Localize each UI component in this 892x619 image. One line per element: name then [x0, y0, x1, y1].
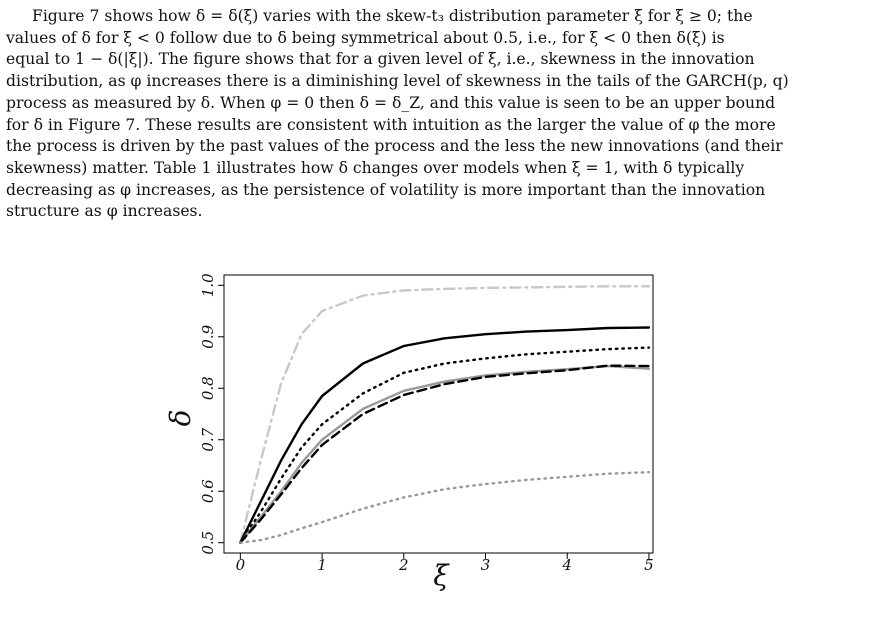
y-tick-label: 0.7	[199, 427, 217, 452]
x-tick-label: 1	[317, 556, 327, 574]
y-axis-label: δ	[164, 409, 197, 427]
series-line	[240, 366, 649, 543]
paragraph-line: structure as φ increases.	[6, 202, 203, 221]
paragraph-line: decreasing as φ increases, as the persistence of volatility is more important than the innovation	[6, 180, 766, 199]
paragraph-line: the process is driven by the past values of the process and the less the new innovations (and their	[6, 137, 783, 156]
y-tick-label: 1.0	[199, 273, 217, 298]
y-tick-label: 0.9	[199, 324, 217, 349]
series-line	[240, 328, 649, 543]
x-tick-label: 5	[644, 556, 654, 574]
series-line	[240, 286, 649, 542]
paragraph-line: Figure 7 shows how δ = δ(ξ) varies with the skew-t₃ distribution parameter ξ for ξ ≥ 0; the	[32, 7, 753, 25]
x-tick-label: 3	[480, 556, 491, 574]
y-tick-label: 0.5	[199, 530, 217, 555]
y-tick-label: 0.8	[199, 376, 217, 401]
series-group	[240, 286, 649, 542]
paragraph-line: process as measured by δ. When φ = 0 then δ = δ_Z, and this value is seen to be an upper bound	[6, 93, 776, 112]
x-axis-label: ξ	[433, 559, 449, 592]
paragraph-line: for δ in Figure 7. These results are consistent with intuition as the larger the value of φ the more	[6, 115, 776, 134]
paragraph-line: distribution, as φ increases there is a diminishing level of skewness in the tails of the GARCH(p, q)	[6, 72, 789, 91]
x-tick-label: 0	[235, 556, 246, 574]
plot-frame	[224, 275, 653, 553]
series-line	[240, 348, 649, 543]
paragraph-line: skewness) matter. Table 1 illustrates how δ changes over models when ξ = 1, with δ typically	[6, 158, 745, 177]
series-line	[240, 366, 649, 543]
axis-ticks	[199, 273, 654, 574]
paragraph-line: values of δ for ξ < 0 follow due to δ being symmetrical about 0.5, i.e., for ξ < 0 then δ(ξ) is	[6, 28, 725, 47]
paragraph-line: equal to 1 − δ(|ξ|). The figure shows that for a given level of ξ, i.e., skewness in the innovation	[6, 50, 755, 69]
x-tick-label: 2	[398, 556, 409, 574]
series-line	[240, 472, 649, 543]
y-tick-label: 0.6	[199, 479, 217, 504]
x-tick-label: 4	[562, 556, 572, 574]
